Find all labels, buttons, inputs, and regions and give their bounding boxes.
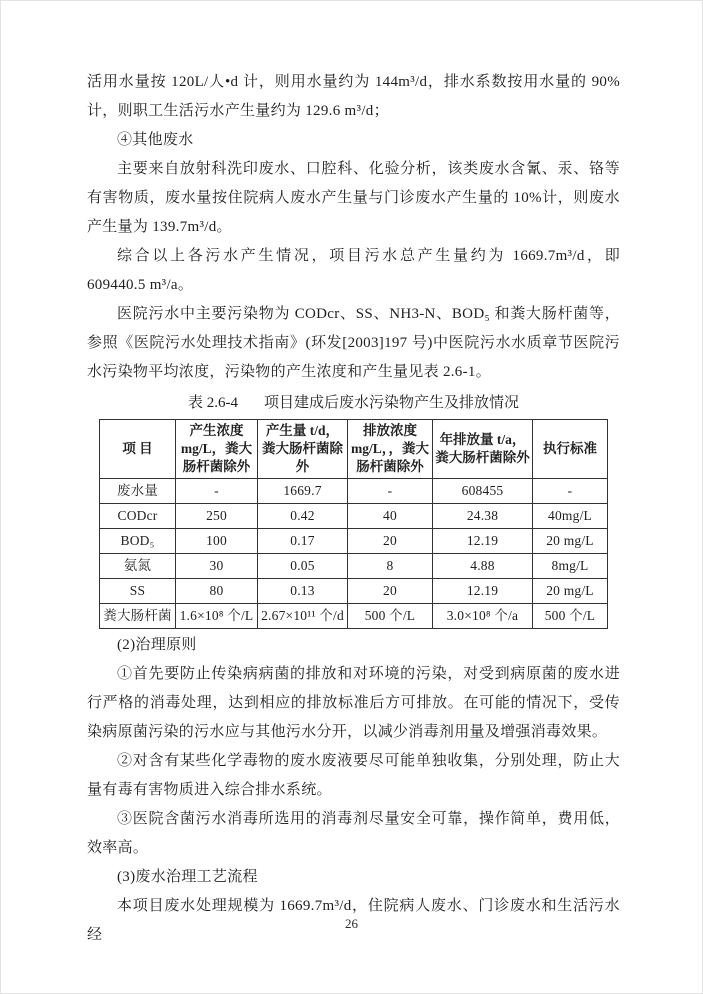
- table-cell: 24.38: [433, 504, 533, 529]
- table-cell: 80: [176, 579, 258, 604]
- table-cell: -: [348, 479, 433, 504]
- table-row: [100, 554, 608, 579]
- table-cell: 40mg/L: [533, 504, 608, 529]
- table-cell: 20 mg/L: [533, 529, 608, 554]
- table-caption-label: 表 2.6-4: [187, 395, 238, 411]
- table-cell: 1669.7: [258, 479, 348, 504]
- paragraph: 主要来自放射科洗印废水、口腔科、化验分析，该类废水含氰、汞、铬等有害物质，废水量按住院病人废水产生量与门诊废水产生量的 10%计，则废水产生量为 139.7m³/d。: [87, 161, 620, 235]
- paragraph: ③医院含菌污水消毒所选用的消毒剂尽量安全可靠，操作简单，费用低，效率高。: [87, 811, 620, 856]
- table-cell: 20: [348, 529, 433, 554]
- table-cell: 3.0×10⁸ 个/a: [433, 604, 533, 629]
- column-header: 执行标准: [533, 420, 608, 479]
- table-cell: 100: [176, 529, 258, 554]
- column-header: 产生浓度 mg/L，粪大肠杆菌除外: [176, 420, 258, 479]
- table-cell: 250: [176, 504, 258, 529]
- paragraph: 综合以上各污水产生情况，项目污水总产生量约为 1669.7m³/d，即 609440.5 m³/a。: [87, 248, 620, 293]
- column-header: 产生量 t/d，粪大肠杆菌除外: [258, 420, 348, 479]
- table-cell: 0.17: [258, 529, 348, 554]
- paragraph: (2)治理原则: [117, 637, 197, 653]
- table-cell: 500 个/L: [533, 604, 608, 629]
- paragraph: ②对含有某些化学毒物的废水废液要尽可能单独收集，分别处理，防止大量有毒有害物质进入综合排水系统。: [87, 753, 620, 798]
- table-cell: 12.19: [433, 529, 533, 554]
- document-content: [87, 68, 620, 950]
- table-header-row: [100, 420, 608, 479]
- table-row: [100, 479, 608, 504]
- table-cell: 20: [348, 579, 433, 604]
- page-number: 26: [345, 916, 358, 931]
- table-cell: 1.6×10⁸ 个/L: [176, 604, 258, 629]
- paragraph: ①首先要防止传染病病菌的排放和对环境的污染，对受到病原菌的废水进行严格的消毒处理，达到相应的排放标准后方可排放。在可能的情况下，受传染病原菌污染的污水应与其他污水分开，以减少消毒剂用量及增强消毒效果。: [87, 666, 620, 740]
- table-caption-title: 项目建成后废水污染物产生及排放情况: [263, 395, 519, 411]
- table-cell: 4.88: [433, 554, 533, 579]
- table-row: [100, 579, 608, 604]
- table-cell: 8: [348, 554, 433, 579]
- column-header: 年排放量 t/a，粪大肠杆菌除外: [433, 420, 533, 479]
- table-cell: 0.13: [258, 579, 348, 604]
- table-cell: 20 mg/L: [533, 579, 608, 604]
- table-cell: 粪大肠杆菌: [100, 604, 176, 629]
- table-cell: -: [176, 479, 258, 504]
- paragraph: ④其他废水: [117, 132, 194, 148]
- table-cell: 0.05: [258, 554, 348, 579]
- table-row: [100, 604, 608, 629]
- table-cell: 608455: [433, 479, 533, 504]
- table-cell: 40: [348, 504, 433, 529]
- table-cell: 500 个/L: [348, 604, 433, 629]
- paragraph: 医院污水中主要污染物为 CODcr、SS、NH3-N、BOD₅ 和粪大肠杆菌等，参照《医院污水处理技术指南》(环发[2003]197 号)中医院污水水质章节医院污水污染物平均浓度，污染物的产生浓度和产生量见表 2.6-1。: [87, 306, 620, 380]
- table-cell: BOD₅: [100, 529, 176, 554]
- column-header: 排放浓度 mg/L，，粪大肠杆菌除外: [348, 420, 433, 479]
- table-cell: 8mg/L: [533, 554, 608, 579]
- table-cell: 30: [176, 554, 258, 579]
- table-cell: SS: [100, 579, 176, 604]
- table-row: [100, 504, 608, 529]
- paragraph: (3)废水治理工艺流程: [117, 869, 258, 885]
- table-row: [100, 529, 608, 554]
- table-caption: [87, 390, 620, 417]
- table-cell: -: [533, 479, 608, 504]
- paragraph: 本项目废水处理规模为 1669.7m³/d，住院病人废水、门诊废水和生活污水经: [87, 898, 620, 943]
- table-cell: 2.67×10¹¹ 个/d: [258, 604, 348, 629]
- column-header: 项 目: [100, 420, 176, 479]
- table-cell: 12.19: [433, 579, 533, 604]
- table-cell: 氨氮: [100, 554, 176, 579]
- table-cell: 废水量: [100, 479, 176, 504]
- table-cell: CODcr: [100, 504, 176, 529]
- table-cell: 0.42: [258, 504, 348, 529]
- wastewater-pollutants-table: [99, 419, 608, 629]
- paragraph: 活用水量按 120L/人•d 计，则用水量约为 144m³/d，排水系数按用水量的 90%计，则职工生活污水产生量约为 129.6 m³/d；: [87, 74, 620, 119]
